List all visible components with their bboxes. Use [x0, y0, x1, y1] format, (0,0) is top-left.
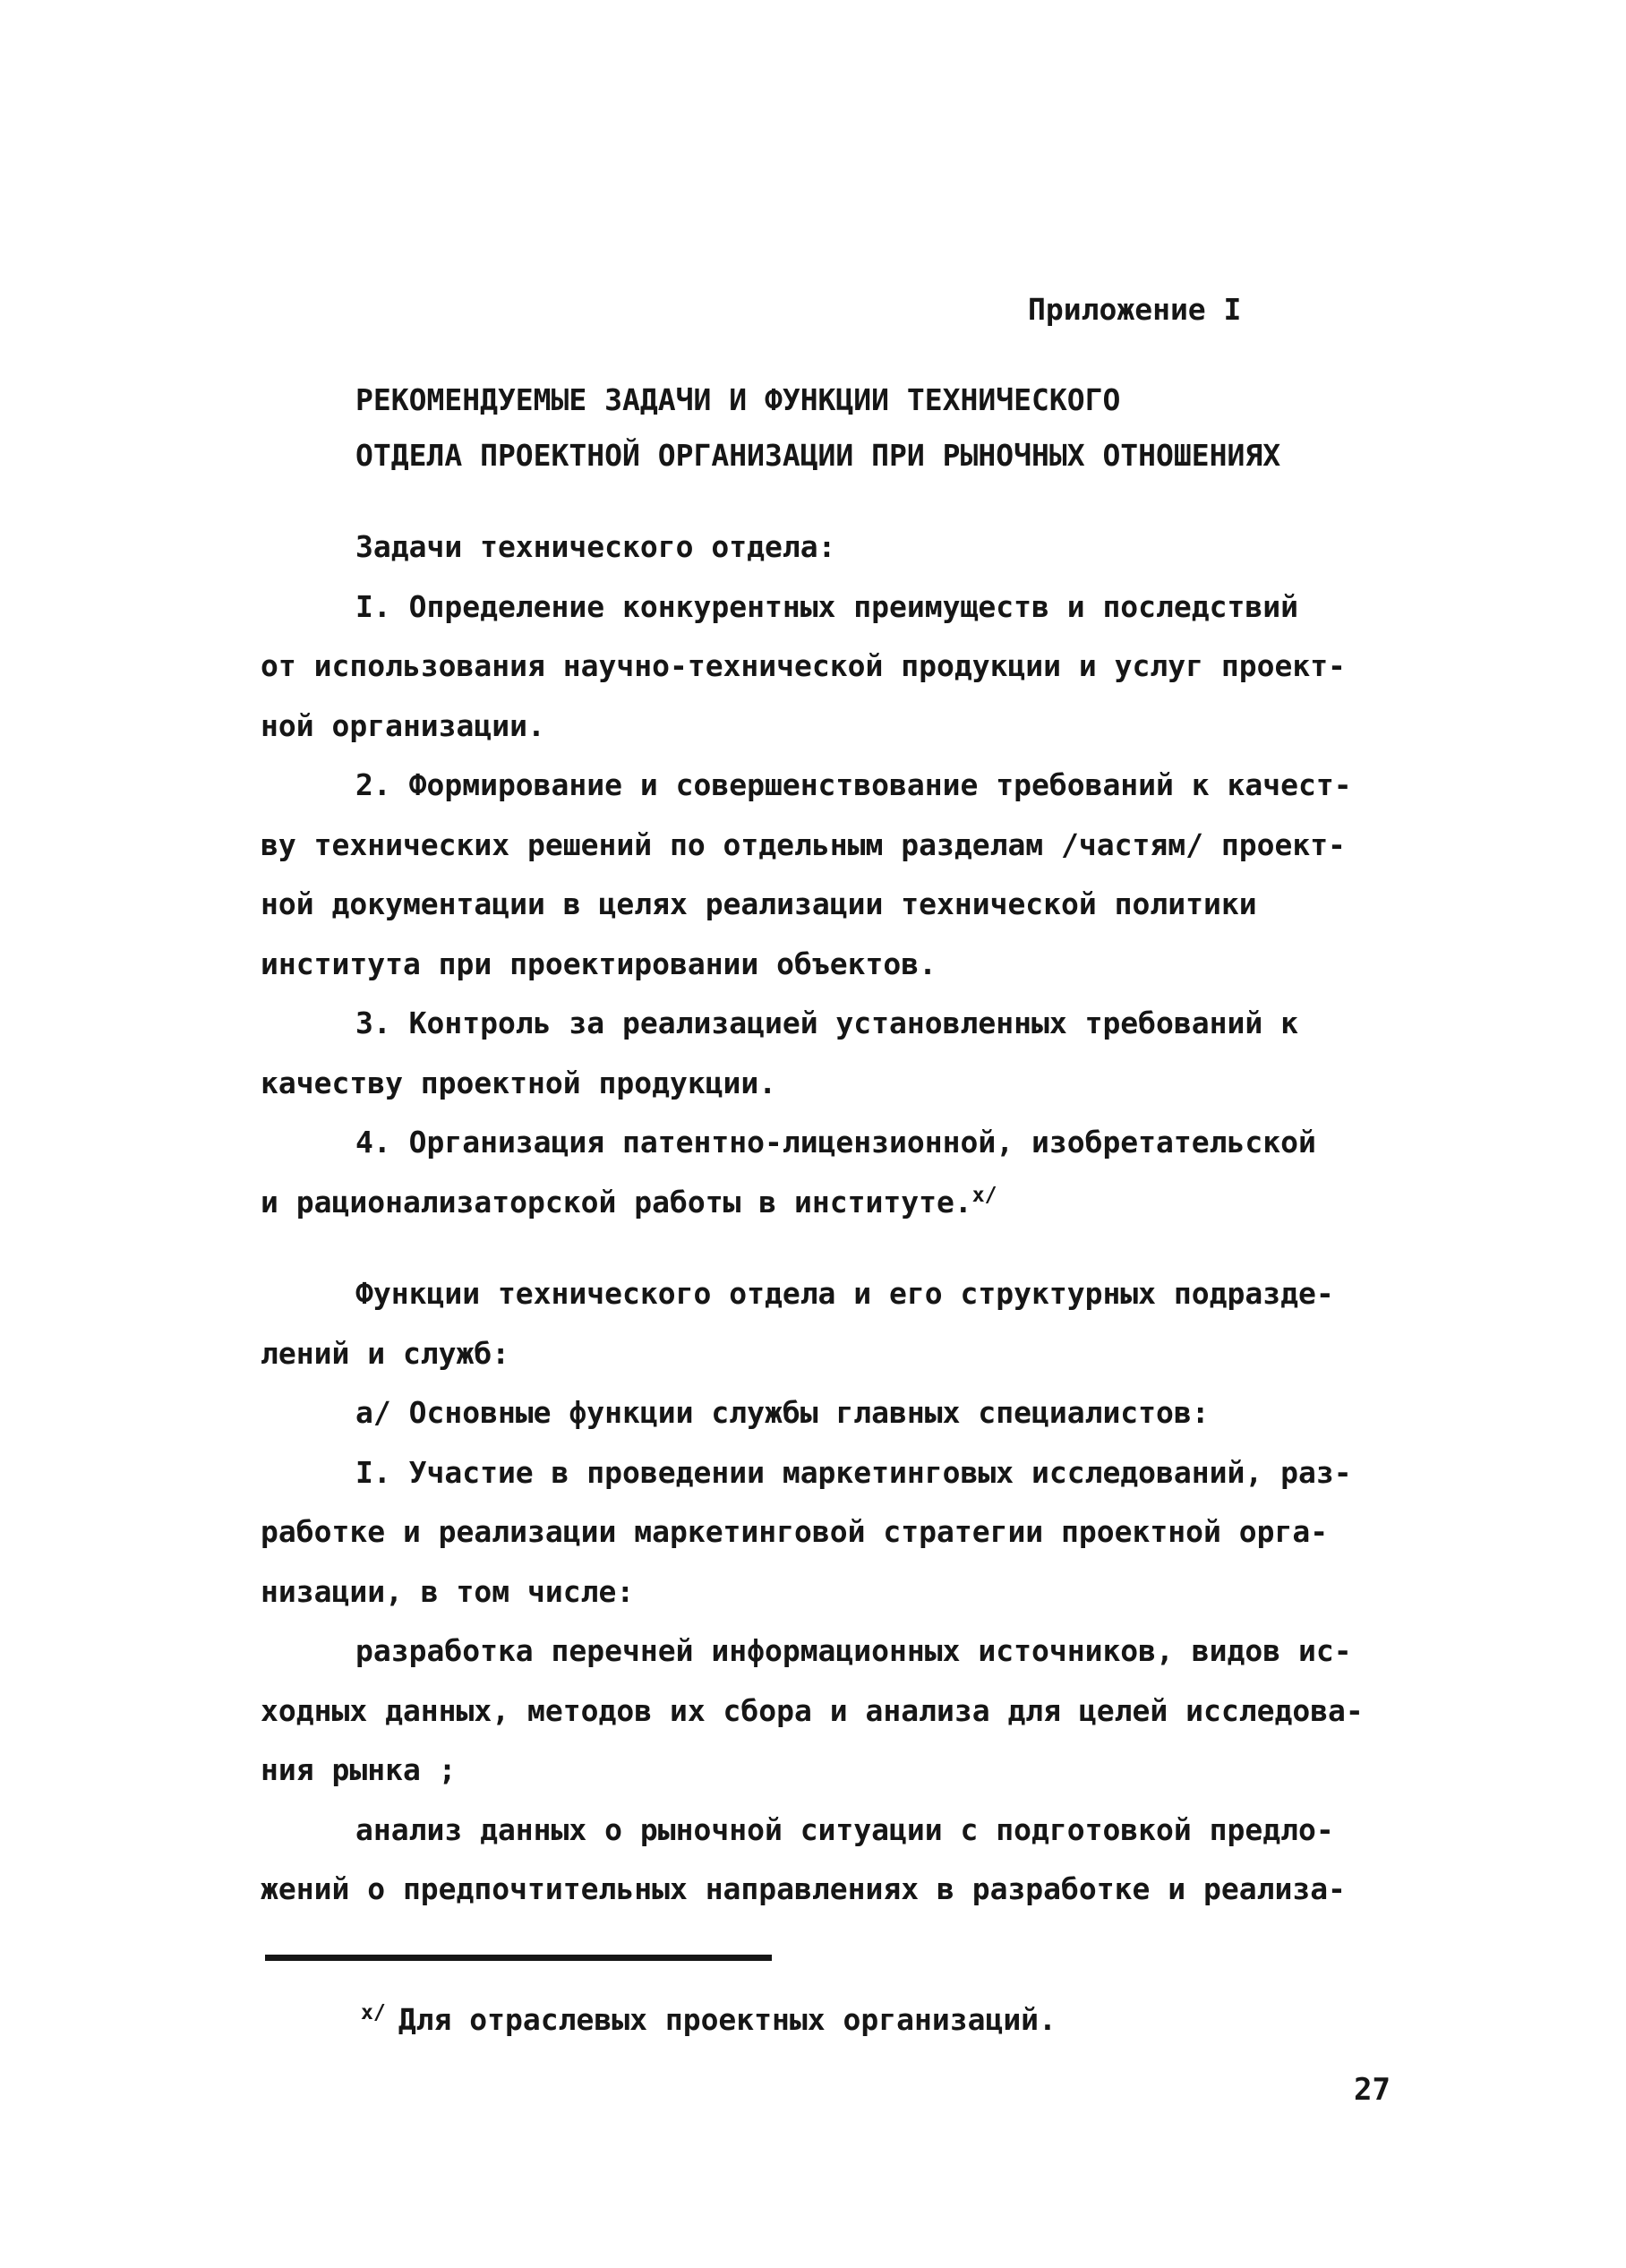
document-body [261, 518, 1389, 1920]
body-line-text: Функции технического отдела и его структурных подразде- [355, 1276, 1334, 1311]
body-line-text: работке и реализации маркетинговой стратегии проектной орга- [261, 1514, 1329, 1549]
body-line-text: низации, в том числе: [261, 1573, 635, 1609]
body-line [261, 518, 1389, 578]
body-line-text: I. Участие в проведении маркетинговых исследований, раз- [355, 1454, 1352, 1490]
body-line [261, 1622, 1389, 1682]
document-title [355, 372, 1280, 484]
body-line-text: анализ данных о рыночной ситуации с подготовкой предло- [355, 1811, 1334, 1847]
body-line [261, 1173, 1389, 1233]
body-line [261, 1054, 1389, 1114]
body-line-text: Задачи технического отдела: [355, 529, 836, 564]
body-line [261, 1113, 1389, 1173]
body-line-text: ной организации. [261, 707, 545, 743]
body-line [261, 994, 1389, 1054]
body-line-text: ной документации в целях реализации технической политики [261, 886, 1257, 921]
body-line [261, 1682, 1389, 1742]
body-line [261, 1383, 1389, 1443]
body-line-text: 3. Контроль за реализацией установленных требований к [355, 1006, 1298, 1040]
body-line [261, 697, 1389, 757]
body-line-text: ву технических решений по отдельным разделам /частям/ проект- [261, 826, 1346, 862]
body-line-text: лений и служб: [261, 1335, 510, 1371]
body-line [261, 1741, 1389, 1801]
footnote [361, 2002, 1057, 2037]
title-line-1: РЕКОМЕНДУЕМЫЕ ЗАДАЧИ И ФУНКЦИИ ТЕХНИЧЕСКОГО [355, 382, 1121, 417]
page-number: 27 [1354, 2072, 1391, 2108]
body-line-text: 4. Организация патентно-лицензионной, изобретательской [355, 1125, 1316, 1160]
footnote-reference-marker: х/ [971, 1183, 997, 1207]
body-line-text: качеству проектной продукции. [261, 1065, 777, 1100]
body-line-text: разработка перечней информационных источников, видов ис- [355, 1633, 1352, 1668]
body-line [261, 1264, 1389, 1324]
body-line-text: I. Определение конкурентных преимуществ и последствий [355, 588, 1298, 624]
body-line-text: жений о предпочтительных направлениях в разработке и реализа- [261, 1871, 1346, 1906]
appendix-label: Приложение I [1028, 292, 1242, 327]
footnote-marker: х/ [361, 2001, 386, 2024]
body-line [261, 1562, 1389, 1622]
body-line [261, 1502, 1389, 1562]
footnote-separator-rule [265, 1955, 772, 1961]
body-line-text: от использования научно-технической продукции и услуг проект- [261, 648, 1346, 683]
body-line-text: и рационализаторской работы в институте. [261, 1184, 972, 1220]
body-line [261, 875, 1389, 935]
title-line-2: ОТДЕЛА ПРОЕКТНОЙ ОРГАНИЗАЦИИ ПРИ РЫНОЧНЫХ ОТНОШЕНИЯХ [355, 438, 1281, 473]
body-line [261, 1801, 1389, 1861]
body-line [261, 1860, 1389, 1920]
body-line [261, 1324, 1389, 1384]
body-line-text: ходных данных, методов их сбора и анализа для целей исследова- [261, 1692, 1364, 1728]
body-line [261, 578, 1389, 638]
body-line [261, 935, 1389, 995]
body-line [261, 816, 1389, 876]
body-line-text: ния рынка ; [261, 1752, 457, 1787]
footnote-text: Для отраслевых проектных организаций. [398, 2002, 1057, 2037]
body-line-text: 2. Формирование и совершенствование требований к качест- [355, 767, 1352, 802]
body-line [261, 637, 1389, 697]
body-line-text: а/ Основные функции службы главных специалистов: [355, 1395, 1210, 1430]
body-line-text: института при проектировании объектов. [261, 946, 937, 981]
body-line [261, 1443, 1389, 1503]
body-line [261, 756, 1389, 816]
